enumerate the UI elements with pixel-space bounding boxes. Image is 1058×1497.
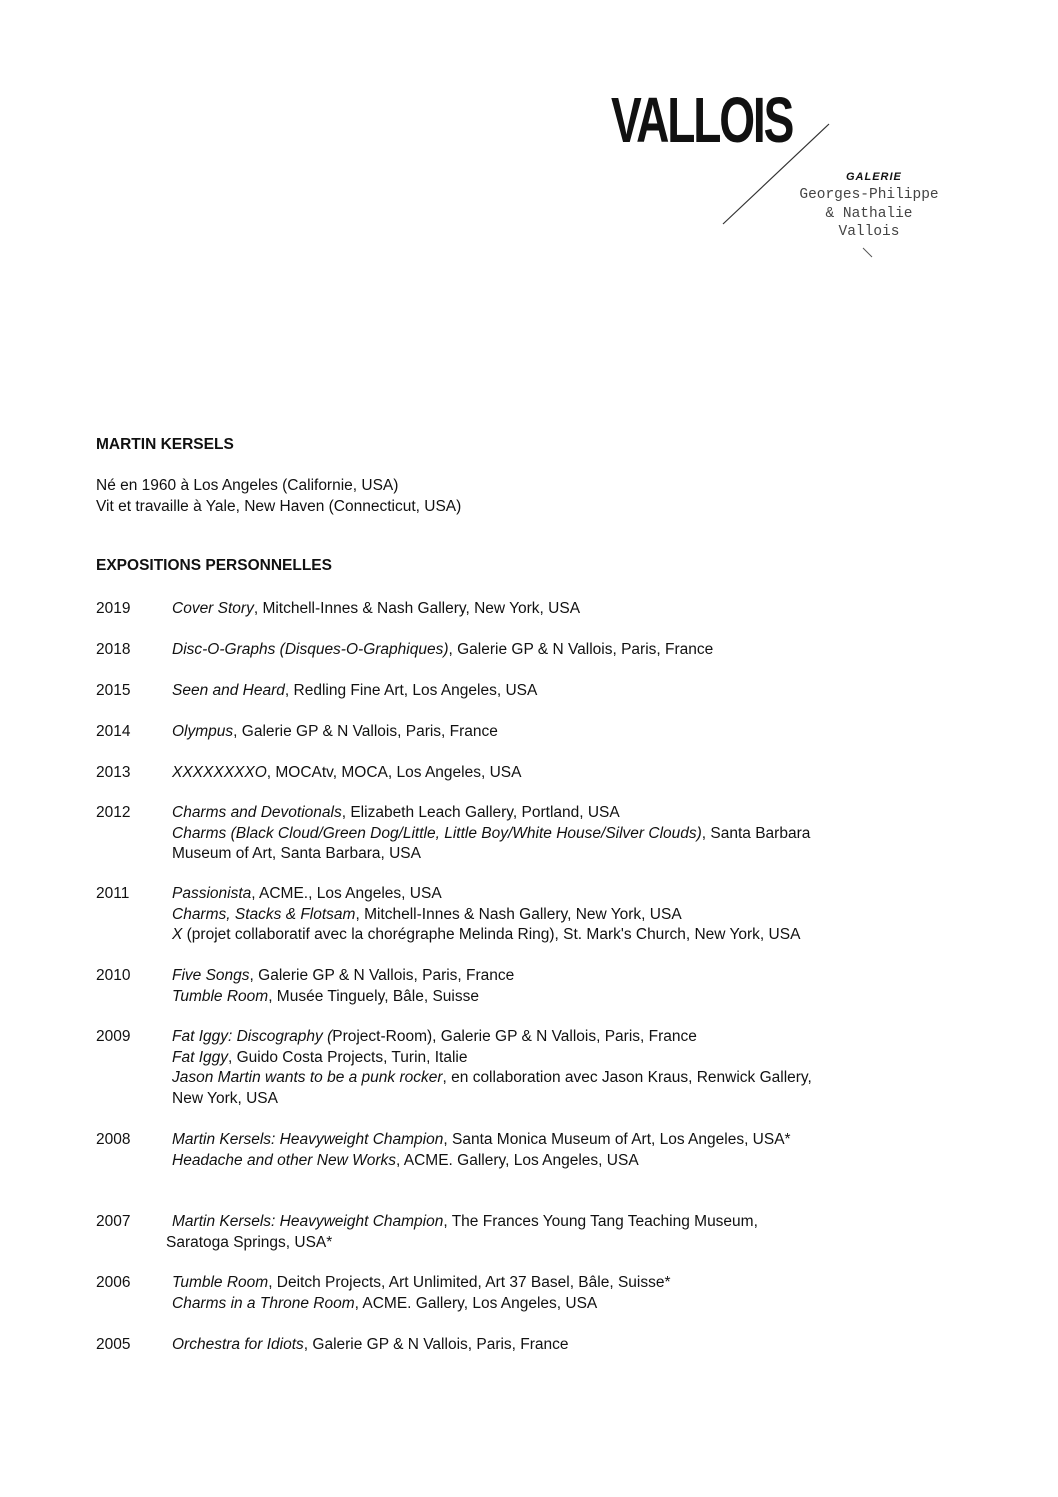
exhibition-entries: [172, 803, 956, 865]
logo-names: [784, 186, 954, 242]
logo-name-line: & Nathalie: [825, 205, 913, 222]
artist-lives: Vit et travaille à Yale, New Haven (Connecticut, USA): [96, 498, 462, 515]
exhibition-year-block: [96, 1335, 956, 1356]
exhibition-year-block: [96, 1027, 956, 1109]
logo-tick-mark: [862, 247, 874, 259]
exhibition-title: Charms (Black Cloud/Green Dog/Little, Little Boy/White House/Silver Clouds): [172, 824, 702, 842]
exhibition-year: 2006: [96, 1274, 131, 1291]
exhibition-year: 2015: [96, 682, 131, 699]
exhibition-venue: , ACME., Los Angeles, USA: [251, 885, 442, 902]
exhibition-entries: [172, 884, 956, 946]
exhibition-year: 2019: [96, 600, 131, 617]
exhibition-entry: [172, 722, 956, 743]
exhibition-title: Jason Martin wants to be a punk rocker: [172, 1069, 443, 1086]
exhibition-venue: , Santa Barbara: [701, 824, 811, 842]
exhibition-venue: Project-Room), Galerie GP & N Vallois, Paris, France: [332, 1028, 697, 1045]
exhibition-venue: , Galerie GP & N Vallois, Paris, France: [303, 1336, 569, 1353]
exhibition-entry: [172, 763, 956, 784]
exhibition-year: 2009: [96, 1028, 131, 1045]
exhibition-year-block: [96, 1130, 956, 1171]
exhibition-entry-continuation: Saratoga Springs, USA*: [166, 1233, 333, 1251]
exhibition-entries: [172, 681, 956, 702]
exhibition-year-block: [96, 803, 956, 865]
logo-name-line: Vallois: [838, 224, 900, 240]
exhibition-title: Five Songs: [172, 967, 250, 984]
exhibition-year-block: [96, 1273, 956, 1314]
exhibition-entry: [172, 905, 956, 926]
exhibition-year: 2008: [96, 1131, 131, 1148]
exhibition-title: Headache and other New Works: [172, 1151, 397, 1169]
exhibition-year-block: [96, 966, 956, 1007]
exhibition-entry: [172, 884, 956, 905]
exhibition-title: Cover Story: [172, 600, 254, 617]
exhibition-entry: [172, 1294, 956, 1315]
exhibition-entry: [172, 599, 956, 620]
exhibition-year: 2007: [96, 1213, 131, 1230]
exhibition-title: XXXXXXXXO: [172, 764, 267, 781]
exhibition-entry: [172, 1273, 956, 1294]
exhibition-entry: [172, 1212, 956, 1233]
exhibition-entry: [172, 1151, 956, 1172]
exhibition-entry: [172, 824, 956, 845]
exhibition-venue: , ACME. Gallery, Los Angeles, USA: [396, 1151, 639, 1169]
exhibition-title: Seen and Heard: [172, 682, 285, 699]
exhibition-venue: , Galerie GP & N Vallois, Paris, France: [233, 723, 498, 740]
exhibition-title: Charms and Devotionals: [172, 804, 342, 821]
exhibition-year-block: [96, 640, 956, 661]
exhibition-venue: , en collaboration avec Jason Kraus, Renwick Gallery,: [442, 1069, 812, 1086]
exhibition-venue: , Mitchell-Innes & Nash Gallery, New York, USA: [355, 905, 682, 923]
exhibition-venue: , Mitchell-Innes & Nash Gallery, New York, USA: [253, 600, 581, 617]
exhibition-venue: , Musée Tinguely, Bâle, Suisse: [268, 987, 479, 1005]
exhibition-entries: [172, 1335, 956, 1356]
exhibition-entries: [172, 1273, 956, 1314]
exhibition-entry: [172, 925, 956, 946]
exhibition-entry: [172, 1130, 956, 1151]
exhibition-entry: [172, 966, 956, 987]
exhibition-entry: [172, 1027, 956, 1048]
exhibition-venue: , Santa Monica Museum of Art, Los Angeles, USA*: [443, 1131, 791, 1148]
logo-name-line: Georges-Philippe: [799, 187, 939, 203]
logo-wordmark: VALLOIS: [611, 84, 793, 156]
exhibition-year-block: [96, 599, 956, 620]
exhibition-year: 2011: [96, 885, 130, 902]
exhibition-title: Fat Iggy: Discography (: [172, 1028, 333, 1045]
exhibition-entry-continuation: Museum of Art, Santa Barbara, USA: [172, 845, 421, 862]
exhibition-venue: , The Frances Young Tang Teaching Museum,: [443, 1213, 758, 1230]
exhibition-title: Martin Kersels: Heavyweight Champion: [172, 1213, 444, 1230]
exhibition-year: 2005: [96, 1336, 131, 1353]
exhibition-title: Charms, Stacks & Flotsam: [172, 905, 356, 923]
exhibition-entries: [172, 722, 956, 743]
exhibition-venue: , ACME. Gallery, Los Angeles, USA: [354, 1294, 598, 1312]
exhibition-venue: , Galerie GP & N Vallois, Paris, France: [249, 967, 515, 984]
exhibition-entry: [172, 987, 956, 1008]
exhibition-title: Tumble Room: [172, 1274, 269, 1291]
exhibition-title: Tumble Room: [172, 987, 269, 1005]
artist-name: MARTIN KERSELS: [96, 436, 234, 453]
exhibition-entry-continuation: New York, USA: [172, 1089, 278, 1107]
exhibition-title: Martin Kersels: Heavyweight Champion: [172, 1131, 444, 1148]
section-title: EXPOSITIONS PERSONNELLES: [96, 557, 332, 574]
exhibition-venue: , Galerie GP & N Vallois, Paris, France: [448, 641, 714, 658]
exhibition-year-block: [96, 763, 956, 784]
exhibition-venue: , Redling Fine Art, Los Angeles, USA: [284, 682, 538, 699]
exhibition-year: 2013: [96, 764, 131, 781]
exhibition-year-block: [96, 884, 956, 946]
exhibition-year: 2018: [96, 641, 131, 658]
exhibition-entries: [172, 599, 956, 620]
exhibition-entry: [172, 681, 956, 702]
exhibition-entry: [172, 803, 956, 824]
exhibition-entry: [172, 1048, 956, 1069]
logo-galerie-label: GALERIE: [846, 171, 902, 183]
exhibition-entries: [172, 763, 956, 784]
exhibition-year: 2010: [96, 967, 131, 984]
exhibition-venue: , Elizabeth Leach Gallery, Portland, USA: [341, 804, 620, 821]
exhibition-year-block: [96, 681, 956, 702]
exhibition-entries: [172, 966, 956, 1007]
artist-bio: [96, 475, 461, 517]
exhibition-year-block: [96, 1212, 956, 1253]
exhibition-entry: [172, 1335, 956, 1356]
exhibition-title: Passionista: [172, 885, 252, 902]
exhibition-title: Charms in a Throne Room: [172, 1294, 355, 1312]
exhibition-title: Fat Iggy: [172, 1048, 228, 1066]
exhibition-entry: [172, 640, 956, 661]
exhibition-entries: [172, 1130, 956, 1171]
exhibition-title: X: [172, 926, 183, 943]
exhibition-entries: [172, 1027, 956, 1109]
exhibition-title: Olympus: [172, 723, 234, 740]
exhibition-year: 2014: [96, 723, 131, 740]
exhibition-venue: , MOCAtv, MOCA, Los Angeles, USA: [266, 764, 522, 781]
exhibition-title: Orchestra for Idiots: [172, 1336, 304, 1353]
exhibition-year: 2012: [96, 804, 131, 821]
exhibition-venue: , Guido Costa Projects, Turin, Italie: [228, 1048, 468, 1066]
exhibition-entry: [172, 1068, 956, 1089]
exhibition-entries: [172, 640, 956, 661]
exhibition-venue: , Deitch Projects, Art Unlimited, Art 37 Basel, Bâle, Suisse*: [268, 1274, 671, 1291]
exhibition-entries: [166, 1212, 956, 1253]
exhibition-title: Disc-O-Graphs (Disques-O-Graphiques): [172, 641, 449, 658]
exhibition-year-block: [96, 722, 956, 743]
exhibition-venue: (projet collaboratif avec la chorégraphe Melinda Ring), St. Mark's Church, New York, USA: [182, 926, 801, 943]
artist-born: Né en 1960 à Los Angeles (Californie, USA): [96, 477, 399, 494]
